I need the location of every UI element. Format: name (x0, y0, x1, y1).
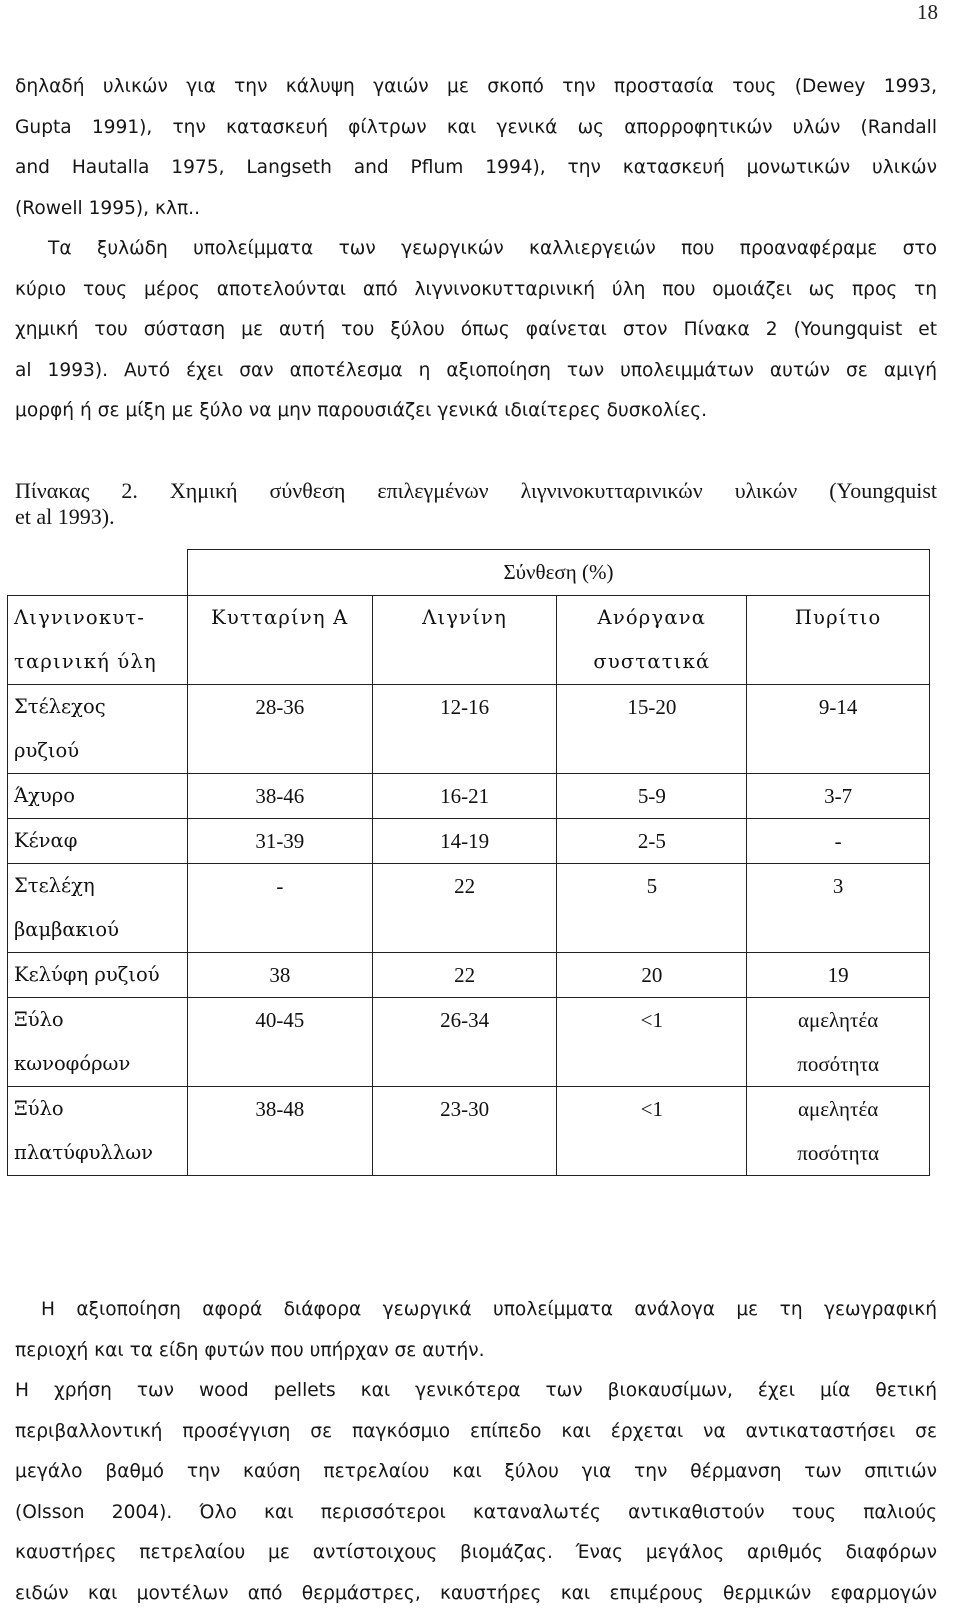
silica-cell: 3 (747, 864, 930, 953)
text-line: ειδών και μοντέλων από θερμάστρες, καυστήρες και επιμέρους θερμικών εφαρμογών (15, 1582, 937, 1604)
caption-line: et al 1993). (15, 504, 115, 529)
table-group-header-row (8, 550, 930, 596)
silica-cell: αμελητέα ποσότητα (747, 998, 930, 1087)
text-line: (Rowell 1995), κλπ.. (15, 197, 200, 219)
text-line: δηλαδή υλικών για την κάλυψη γαιών με σκοπό την προστασία τους (Dewey 1993, (15, 76, 937, 97)
inorganic-cell: <1 (557, 1087, 747, 1176)
text-line: Η χρήση των wood pellets και γενικότερα των βιοκαυσίμων, έχει μία θετική (15, 1380, 937, 1401)
lignin-cell: 14-19 (372, 819, 557, 864)
material-cell: Ξύλο κωνοφόρων (8, 998, 188, 1087)
table-row (8, 998, 930, 1087)
silica-cell: 9-14 (747, 685, 930, 774)
material-cell: Κέναφ (8, 819, 188, 864)
paragraph-pellets (15, 1371, 937, 1615)
column-header-inorganic: Ανόργανα συστατικά (557, 596, 747, 685)
lignin-cell: 22 (372, 953, 557, 998)
text-line: περιοχή και τα είδη φυτών που υπήρχαν σε αυτήν. (15, 1339, 485, 1361)
text-line: μορφή ή σε μίξη με ξύλο να μην παρουσιάζει γενικά ιδιαίτερες δυσκολίες. (15, 400, 708, 422)
table-row (8, 1087, 930, 1176)
lignin-cell: 16-21 (372, 774, 557, 819)
table-row (8, 864, 930, 953)
text-line: περιβαλλοντική προσέγγιση σε παγκόσμιο επίπεδο και έρχεται να αντικαταστήσει σε (15, 1420, 937, 1442)
lignin-cell: 26-34 (372, 998, 557, 1087)
page-number: 18 (917, 0, 938, 24)
lignin-cell: 23-30 (372, 1087, 557, 1176)
inorganic-cell: 15-20 (557, 685, 747, 774)
text-line: μεγάλο βαθμό την καύση πετρελαίου και ξύλου για την θέρμανση των σπιτιών (15, 1461, 937, 1483)
inorganic-cell: 2-5 (557, 819, 747, 864)
cellulose-cell: 38 (187, 953, 372, 998)
inorganic-cell: <1 (557, 998, 747, 1087)
cellulose-cell: 40-45 (187, 998, 372, 1087)
column-header-silica: Πυρίτιο (747, 596, 930, 685)
silica-cell: αμελητέα ποσότητα (747, 1087, 930, 1176)
lignin-cell: 22 (372, 864, 557, 953)
paragraph-utilization (15, 1290, 937, 1371)
cellulose-cell: 31-39 (187, 819, 372, 864)
lignin-cell: 12-16 (372, 685, 557, 774)
inorganic-cell: 20 (557, 953, 747, 998)
text-line: al 1993). Αυτό έχει σαν αποτέλεσμα η αξιοποίηση των υπολειμμάτων αυτών σε αμιγή (15, 359, 937, 381)
cellulose-cell: - (187, 864, 372, 953)
text-line: κύριο τους μέρος αποτελούνται από λιγνινοκυτταρινική ύλη που ομοιάζει ως προς τη (15, 278, 937, 300)
paragraph-intro (15, 67, 937, 229)
silica-cell: 19 (747, 953, 930, 998)
material-cell: Στελέχη βαμβακιού (8, 864, 188, 953)
silica-cell: - (747, 819, 930, 864)
text-line: Gupta 1991), την κατασκευή φίλτρων και γενικά ως απορροφητικών υλών (Randall (15, 116, 937, 138)
inorganic-cell: 5-9 (557, 774, 747, 819)
text-line: and Hautalla 1975, Langseth and Pflum 1994), την κατασκευή μονωτικών υλικών (15, 157, 937, 179)
text-line: Η αξιοποίηση αφορά διάφορα γεωργικά υπολείμματα ανάλογα με τη γεωγραφική (41, 1299, 937, 1320)
cellulose-cell: 38-48 (187, 1087, 372, 1176)
column-header-lignin: Λιγνίνη (372, 596, 557, 685)
table-row (8, 953, 930, 998)
text-line: χημική του σύσταση με αυτή του ξύλου όπως φαίνεται στον Πίνακα 2 (Youngquist et (15, 319, 937, 341)
inorganic-cell: 5 (557, 864, 747, 953)
caption-line: Πίνακας 2. Χημική σύνθεση επιλεγμένων λιγνινοκυτταρινικών υλικών (Youngquist (15, 478, 937, 503)
table-row (8, 685, 930, 774)
material-cell: Στέλεχος ρυζιού (8, 685, 188, 774)
material-cell: Ξύλο πλατύφυλλων (8, 1087, 188, 1176)
material-cell: Κελύφη ρυζιού (8, 953, 188, 998)
table-caption (15, 478, 940, 530)
composition-table (7, 549, 930, 1176)
text-line: (Olsson 2004). Όλο και περισσότεροι καταναλωτές αντικαθιστούν τους παλιούς (15, 1501, 937, 1523)
group-header: Σύνθεση (%) (187, 550, 929, 596)
table-row (8, 774, 930, 819)
material-cell: Άχυρο (8, 774, 188, 819)
table-header-row (8, 596, 930, 685)
silica-cell: 3-7 (747, 774, 930, 819)
text-line: Τα ξυλώδη υπολείμματα των γεωργικών καλλιεργειών που προαναφέραμε στο (48, 238, 937, 259)
cellulose-cell: 38-46 (187, 774, 372, 819)
column-header-cellulose: Κυτταρίνη Α (187, 596, 372, 685)
text-line: καυστήρες πετρελαίου με αντίστοιχους βιομάζας. Ένας μεγάλος αριθμός διαφόρων (15, 1542, 937, 1564)
column-header-material: Λιγνινοκυτ- ταρινική ύλη (8, 596, 188, 685)
paragraph-residues (15, 229, 937, 432)
table-row (8, 819, 930, 864)
cellulose-cell: 28-36 (187, 685, 372, 774)
